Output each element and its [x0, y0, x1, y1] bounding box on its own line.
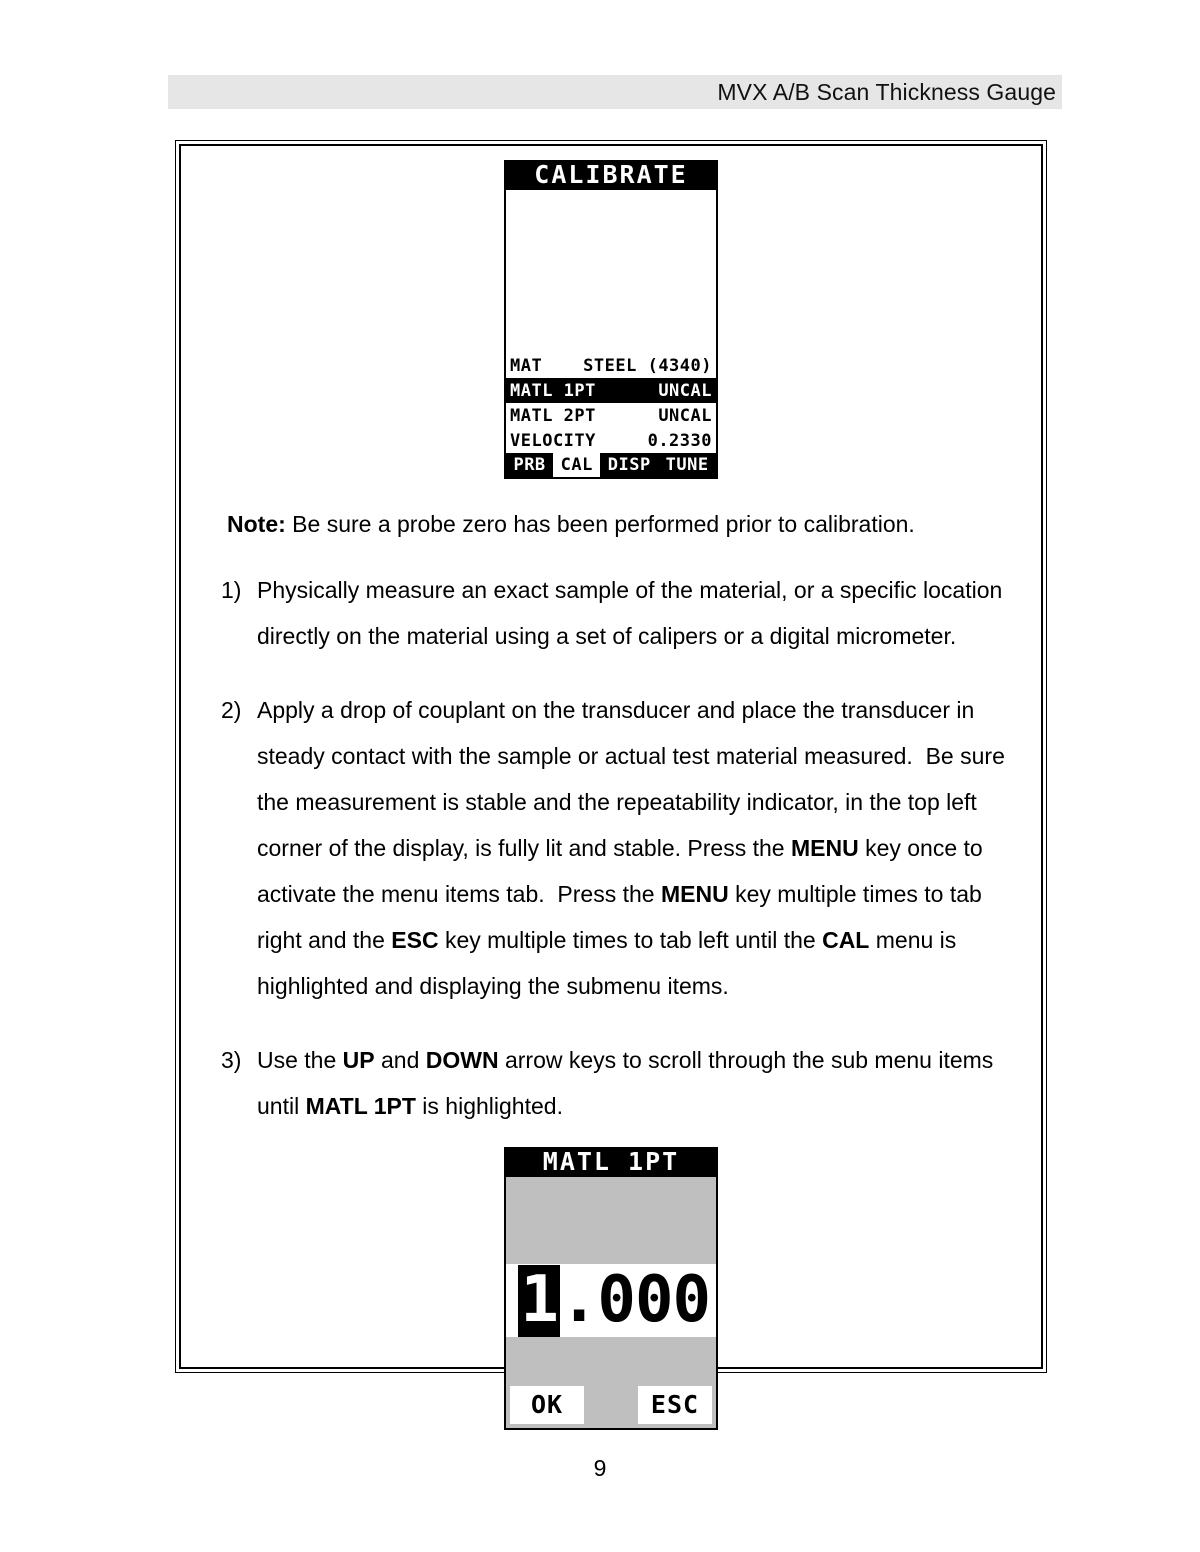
matl-1pt-button-row	[506, 1386, 716, 1424]
menu-row-label: MAT	[510, 355, 543, 376]
matl-1pt-value-remainder: .000	[559, 1262, 710, 1337]
esc-button[interactable]: ESC	[638, 1386, 712, 1424]
content-frame-inner-border	[179, 144, 1043, 1419]
menu-row-value: UNCAL	[658, 380, 712, 401]
menu-row-matl-1pt[interactable]	[506, 378, 716, 403]
note-text: Be sure a probe zero has been performed prior to calibration.	[292, 511, 915, 537]
matl-1pt-value	[518, 1262, 710, 1337]
step-marker: 3)	[221, 1047, 242, 1073]
tab-disp[interactable]: DISP	[600, 453, 658, 477]
step-text: Apply a drop of couplant on the transducer and place the transducer in steady contact with the sample or actual test material measured. Be sure the measurement is stable and the repeatability indicator, in the top left corner of the display, is fully lit and stable. Press the MENU key once to activate the menu items tab. Press the MENU key multiple times to tab right and the ESC key multiple times to tab left until the CAL menu is highlighted and displaying the submenu items.	[257, 697, 1005, 999]
menu-row-mat[interactable]	[506, 353, 716, 378]
step-marker: 1)	[221, 577, 242, 603]
note-label: Note:	[227, 511, 286, 537]
tab-cal[interactable]: CAL	[553, 453, 600, 477]
content-frame-body	[181, 146, 1041, 1419]
page-number: 9	[593, 1455, 607, 1481]
menu-row-label: MATL 1PT	[510, 380, 596, 401]
layout-spacer	[205, 1129, 1017, 1147]
menu-row-velocity[interactable]	[506, 428, 716, 453]
step-marker: 2)	[221, 697, 242, 723]
menu-row-value: UNCAL	[658, 405, 712, 426]
matl-1pt-selected-digit[interactable]: 1	[520, 1262, 558, 1337]
calibrate-device-screen	[504, 160, 718, 479]
calibrate-waveform-area	[506, 190, 716, 353]
calibrate-screen-body	[504, 190, 718, 453]
menu-row-value: STEEL (4340)	[583, 355, 712, 376]
step-item-3	[221, 1037, 1017, 1129]
matl-1pt-value-field[interactable]	[506, 1264, 716, 1337]
ok-button[interactable]: OK	[510, 1386, 584, 1424]
calibrate-tab-bar	[504, 453, 718, 479]
page-running-header	[168, 75, 1062, 109]
calibrate-screen-title: CALIBRATE	[504, 160, 718, 190]
step-text: Use the UP and DOWN arrow keys to scroll through the sub menu items until MATL 1PT is highlighted.	[257, 1047, 994, 1119]
menu-row-label: MATL 2PT	[510, 405, 596, 426]
tab-prb[interactable]: PRB	[506, 453, 553, 477]
matl-1pt-device-screen	[504, 1147, 718, 1430]
header-title: MVX A/B Scan Thickness Gauge	[717, 78, 1056, 105]
step-item-1	[221, 567, 1017, 659]
menu-row-matl-2pt[interactable]	[506, 403, 716, 428]
note-paragraph	[227, 509, 1017, 539]
menu-row-label: VELOCITY	[510, 430, 596, 451]
step-item-2	[221, 687, 1017, 1009]
matl-1pt-screen-title: MATL 1PT	[504, 1147, 718, 1177]
matl-1pt-dialog-body	[504, 1177, 718, 1430]
step-text: Physically measure an exact sample of the material, or a specific location directly on the material using a set of calipers or a digital micrometer.	[257, 577, 1003, 649]
content-frame-outer-border	[175, 140, 1047, 1419]
menu-row-value: 0.2330	[647, 430, 712, 451]
tab-tune[interactable]: TUNE	[658, 453, 716, 477]
